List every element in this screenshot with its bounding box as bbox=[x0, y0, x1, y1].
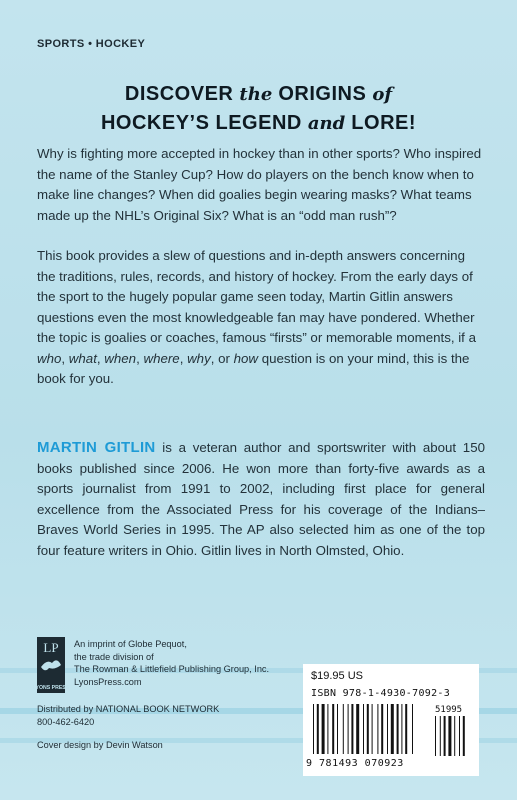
italic-word: when bbox=[104, 350, 137, 366]
author-bio bbox=[37, 438, 485, 561]
imprint-line: The Rowman & Littlefield Publishing Group, Inc. bbox=[74, 664, 270, 674]
headline-word: ORIGINS bbox=[278, 83, 367, 105]
description-text: question is on your mind, this is the book for you. bbox=[37, 350, 470, 386]
headline-script-word: of bbox=[372, 84, 393, 105]
separator: , bbox=[96, 350, 105, 366]
italic-word: how bbox=[233, 350, 259, 366]
italic-word: who bbox=[37, 350, 62, 366]
author-name: MARTIN GITLIN bbox=[37, 439, 156, 456]
barcode-label bbox=[303, 664, 479, 776]
headline bbox=[0, 80, 517, 138]
separator: , bbox=[136, 350, 144, 366]
author-bio-text: is a veteran author and sportswriter with about 150 books published since 2006. He won more than forty-five awards as a sports journalist from 1991 to 2002, including first place for general excellence from the Associated Press for his coverage of the Indians–Braves World Series in 1995. The AP also selected him as one of the top four feature writers in Ohio. Gitlin lives in North Olmsted, Ohio. bbox=[37, 440, 485, 558]
headline-script-word: the bbox=[239, 84, 273, 105]
headline-word: LORE! bbox=[351, 112, 417, 134]
price-addon: 51995 bbox=[435, 705, 463, 715]
price: $19.95 US bbox=[311, 670, 363, 682]
headline-word: HOCKEY’S LEGEND bbox=[100, 112, 302, 134]
barcode-digits: 9 781493 070923 bbox=[306, 758, 404, 769]
publisher-website: LyonsPress.com bbox=[74, 676, 142, 687]
book-description bbox=[37, 246, 485, 390]
cover-credit: Cover design by Devin Watson bbox=[37, 740, 163, 750]
italic-word: where bbox=[143, 350, 180, 366]
distribution-info bbox=[37, 703, 287, 729]
isbn: ISBN 978-1-4930-7092-3 bbox=[311, 688, 451, 699]
description-text: This book provides a slew of questions and in-depth answers concerning the traditions, rules, records, and history of hockey. From the early days of the sport to the hugely popular game seen today, Martin Gitlin answers questions even the most knowledgeable fan may have pondered. Whether the topic is goalies or coaches, famous “firsts” or memorable moments, if a bbox=[37, 248, 476, 345]
headline-script-word: and bbox=[307, 113, 346, 134]
separator: , bbox=[61, 350, 69, 366]
imprint-line: the trade division of bbox=[74, 651, 154, 662]
intro-questions: Why is fighting more accepted in hockey than in other sports? Who inspired the name of the Stanley Cup? How do players on the bench know when to make line changes? When did goalies begin wearing masks? What teams made up the NHL’s Original Six? What is an “odd man rush”? bbox=[37, 146, 482, 223]
separator: , or bbox=[210, 350, 234, 366]
phone-number: 800-462-6420 bbox=[37, 717, 95, 727]
imprint-line: An imprint of Globe Pequot, bbox=[74, 639, 187, 649]
separator: , bbox=[179, 350, 188, 366]
category-label: SPORTS • HOCKEY bbox=[37, 38, 146, 50]
logo-name: LYONS PRESS bbox=[32, 685, 70, 691]
distributor: Distributed by NATIONAL BOOK NETWORK bbox=[37, 704, 220, 714]
headline-word: DISCOVER bbox=[124, 83, 234, 105]
imprint-info bbox=[74, 638, 304, 688]
logo-letters: LP bbox=[43, 640, 59, 655]
italic-word: why bbox=[187, 350, 211, 366]
lyons-press-logo bbox=[32, 637, 70, 693]
italic-word: what bbox=[68, 350, 97, 366]
